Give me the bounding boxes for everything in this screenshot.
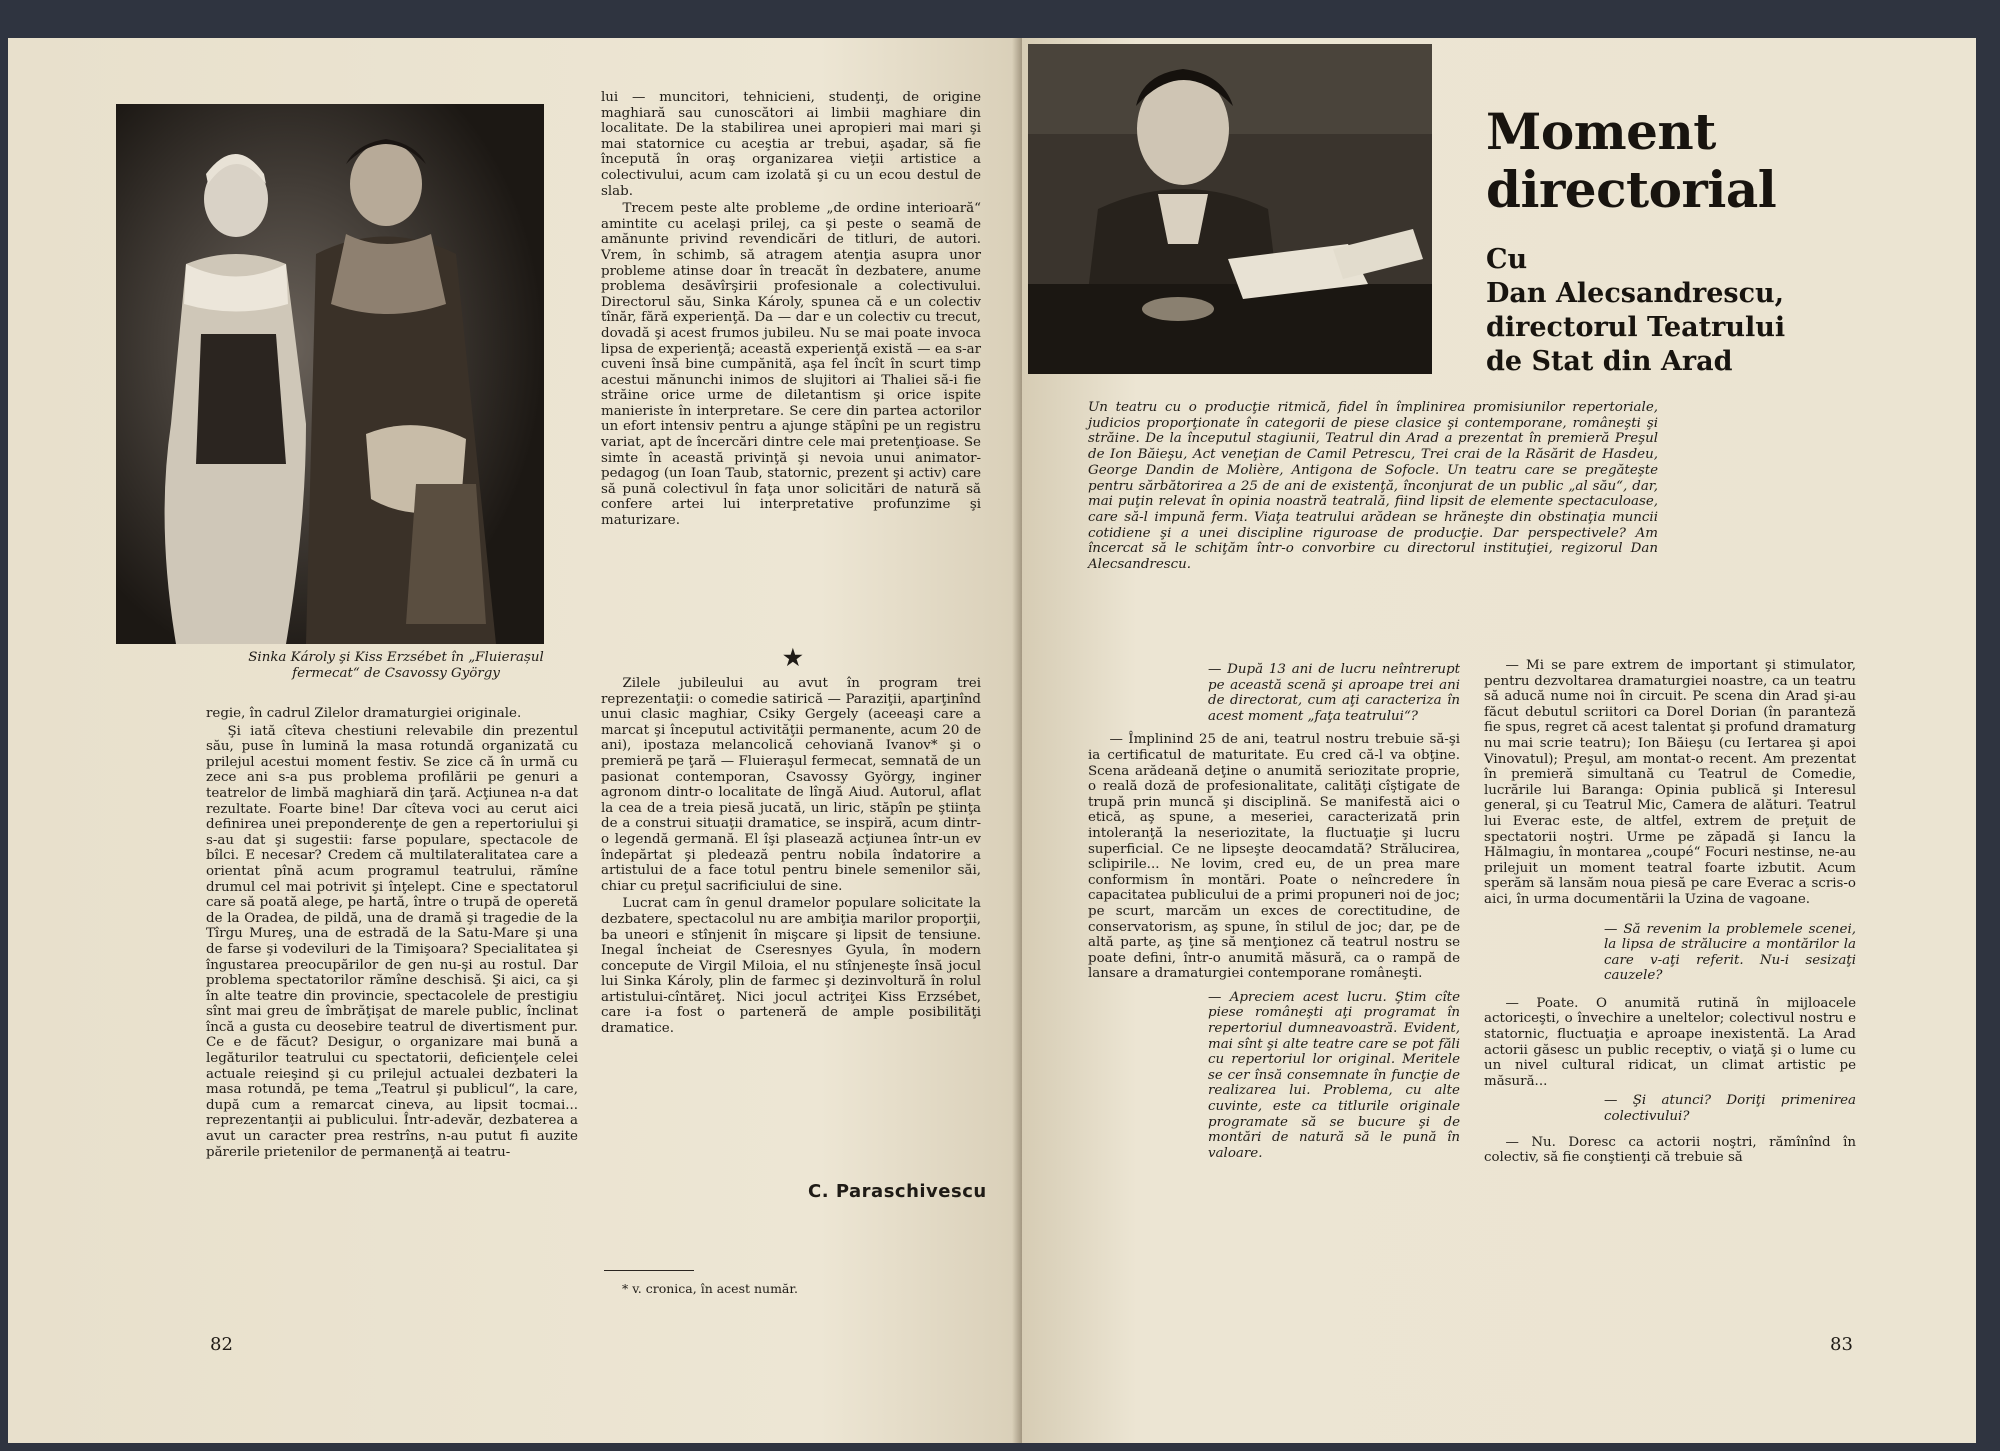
page-number-right: 83 [1830, 1334, 1853, 1355]
left-page [8, 38, 1022, 1443]
theatre-scene-photo [116, 104, 544, 644]
interview-question: — După 13 ani de lucru neîntrerupt pe această scenă şi aproape trei ani de directorat, cum aţi caracteriza în acest moment „faţa teatrului“? [1208, 662, 1460, 724]
section-star: ★ [783, 645, 803, 671]
paragraph: Şi iată cîteva chestiuni relevabile din prezentul său, puse în lumină la masa rotundă organizată cu prilejul acestui moment festiv. Se zice că în urmă cu zece ani s-a pus problema profilării pe genuri a teatrelor de limbă maghiară din ţară. Acţiunea n-a dat rezultate. Foarte bine! Dar cîteva voci au cerut aici definirea unei preponderenţe de gen a repertoriului şi s-au dat şi sugestii: farse populare, spectacole de bîlci. E necesar? Credem că multilateralitatea care a orientat pînă acum programul teatrului, rămîne drumul cel mai potrivit şi înţelept. Cine e spectatorul care să poată alege, pe hartă, între o trupă de operetă de la Oradea, de pildă, una de dramă şi tragedie de la Tîrgu Mureş, una de estradă de la Satu-Mare şi una de farse şi vodeviluri de la Timişoara? Specialitatea şi îngustarea preocupărilor de gen nu-şi au rostul. Dar problema spectatorilor rămîne deschisă. Şi aici, ca şi în alte teatre din provincie, spectacolele de prestigiu sînt mai greu de îmbrăţişat de marele public, înclinat încă a gusta cu deosebire teatrul de divertisment pur. Ce e de făcut? Desigur, o organizare mai bună a legăturilor teatrului cu spectatorii, deficienţele celei actuale reieşind şi cu prilejul actualei dezbateri la masa rotundă, pe tema „Teatrul şi publicul“, la care, după cum a remarcat cineva, au lipsit tocmai... reprezentanţii ai publicului. Într-adevăr, dezbaterea a avut un caracter prea restrîns, n-au putut fi auzite părerile prietenilor de permanenţă ai teatru- [206, 723, 578, 1160]
article-title-line-1: Moment [1486, 102, 1716, 161]
paragraph: lui — muncitori, tehnicieni, studenţi, de origine maghiară sau cunoscători ai limbii maghiare din localitate. De la stabilirea unei apropieri mai mari şi mai statornice cu aceştia ar trebui, aşadar, să fie începută în oraş organizarea vieţii artistice a colectivului, acum cam izolată şi cu un ecou destul de slab. [601, 90, 981, 199]
interview-answer: — Împlinind 25 de ani, teatrul nostru trebuie să-şi ia certificatul de maturitate. Eu cred că-l va obţine. Scena arădeană deţine o anumită seriozitate proprie, o reală doză de profesionalitate, calităţi cîştigate de trupă prin muncă şi disciplină. Se manifestă aici o etică, aş spune, a meseriei, caracterizată prin intoleranţă la neseriozitate, la fluctuaţie şi lucru superficial. Ce ne lipseşte deocamdată? Strălucirea, sclipirile... Ne lovim, cred eu, de un prea mare conformism în montări. Poate o neîncredere în capacitatea publicului de a primi propuneri noi de joc; pe scurt, marcăm un exces de corectitudine, de conservatorism, aş spune, în stilul de joc; dar, pe de altă parte, aş ţine să menţionez că teatrul nostru se poate defini, într-o anumită măsură, ca o rampă de lansare a dramaturgiei contemporane româneşti. [1088, 732, 1460, 982]
right-column-2 [1484, 658, 1856, 1168]
right-column-1 [1088, 658, 1460, 1169]
page-number-left: 82 [210, 1334, 233, 1355]
interview-answer: — Mi se pare extrem de important şi stimulator, pentru dezvoltarea dramaturgiei noastre, ca un teatru să aducă nume noi în circuit. Pe scena din Arad şi-au făcut debutul scriitori ca Dorel Dorian (în paranteză fie spus, regret că acest talentat şi profund dramaturg nu mai scrie teatru); Ion Băieşu (cu Iertarea şi apoi Vinovatul); Preşul, am montat-o recent. Am prezentat în premieră simultană cu Teatrul de Comedie, lucrările lui Baranga: Opinia publică şi Interesul general, şi cu Teatrul Mic, Camera de alături. Teatrul lui Everac este, de altfel, extrem de preţuit de spectatorii noştri. Urme pe zăpadă şi Iancu la Hălmagiu, în montarea „coupé“ Focuri nestinse, ne-au prilejuit un moment teatral foarte izbutit. Acum sperăm să lansăm noua piesă pe care Everac a scris-o aici, în urma documentării la Uzina de vagoane. [1484, 658, 1856, 907]
magazine-spread [8, 38, 1976, 1443]
interview-answer: — Nu. Doresc ca actorii noştri, rămînînd în colectiv, să fie conştienţi că trebuie să [1484, 1134, 1856, 1166]
photo-illustration [116, 104, 544, 644]
article-subtitle-line-2: Dan Alecsandrescu, [1486, 278, 1785, 309]
paragraph: Zilele jubileului au avut în program trei reprezentaţii: o comedie satirică — Paraziţii, aparţinînd unui clasic maghiar, Csiky Gergely (aceeaşi care a marcat şi începutul activităţii permanente, acum 20 de ani), ipostaza melancolică cehoviană Ivanov* şi o premieră pe ţară — Fluieraşul fermecat, semnată de un pasionat contemporan, Csavossy György, inginer agronom dintr-o localitate de lîngă Aiud. Autorul, aflat la cea de a treia piesă jucată, un liric, stăpîn pe ştiinţa de a construi situaţii dramatice, se inspiră, acum dintr-o legendă germană. El îşi plasează acţiunea într-un ev îndepărtat şi pledează pentru nobila îndatorire a artistului de a face totul pentru binele semenilor săi, chiar cu preţul sacrificiului de sine. [601, 676, 981, 894]
paragraph: Trecem peste alte probleme „de ordine interioară“ amintite cu acelaşi prilej, ca şi peste o seamă de amănunte privind revendicări de titluri, de autori. Vrem, în schimb, să atragem atenţia asupra unor probleme atinse doar în treacăt în dezbatere, anume problema desăvîrşirii profesionale a colectivului. Directorul său, Sinka Károly, spunea că e un colectiv tînăr, fără experienţă. Da — dar e un colectiv cu trecut, dovadă şi acest frumos jubileu. Nu se mai poate invoca lipsa de experienţă; această experienţă există — ea s-ar cuveni însă bine cumpănită, aşa fel încît în scurt timp acestui mănunchi inimos de slujitori ai Thaliei să-i fie străine orice urme de diletantism şi orice ispite manieriste în interpretare. Se cere din partea actorilor un efort intensiv pentru a ajunge stăpîni pe un registru variat, apt de încercări dintre cele mai pretenţioase. Se simte în această privinţă şi nevoia unui animator-pedagog (un Ioan Taub, statornic, prezent şi activ) care să pună colectivul în faţa unor solicitări de natură să confere artei lui interpretative profunzime şi maturizare. [601, 201, 981, 529]
photo-caption: Sinka Károly şi Kiss Erzsébet în „Fluierașul fermecat“ de Csavossy György [248, 650, 544, 681]
article-title-line-2: directorial [1486, 160, 1777, 219]
article-subtitle-line-4: de Stat din Arad [1486, 346, 1733, 377]
paragraph: regie, în cadrul Zilelor dramaturgiei originale. [206, 706, 522, 721]
paragraph: Lucrat cam în genul dramelor populare solicitate la dezbatere, spectacolul nu are ambiţia marilor proporţii, ba uneori e stînjenit în mişcare şi lipsit de tensiune. Inegal încheiat de Cseresnyes Gyula, în modern concepute de Virgil Miloia, el nu stînjeneşte însă jocul lui Sinka Károly, plin de farmec şi dezinvoltură în rolul artistului-cîntăreţ. Nici jocul actriţei Kiss Erzsébet, care i-a fost o parteneră de ample posibilităţi dramatice. [601, 896, 981, 1037]
interview-question: — Să revenim la problemele scenei, la lipsa de strălucire a montărilor la care v-aţi referit. Nu-i sesizaţi cauzele? [1604, 921, 1856, 984]
left-column-1 [206, 706, 578, 1162]
footnote-rule [604, 1270, 694, 1271]
footnote: * v. cronica, în acest număr. [622, 1281, 798, 1296]
left-column-2 [601, 90, 981, 531]
article-subtitle-line-1: Cu [1486, 244, 1528, 275]
right-page [1022, 38, 1976, 1443]
interview-question: — Şi atunci? Doriţi primenirea colectivului? [1604, 1093, 1856, 1125]
left-column-2b [601, 676, 981, 1039]
article-intro: Un teatru cu o producţie ritmică, fidel în împlinirea promisiunilor repertoriale, judicios proporţionate în categorii de piese clasice şi contemporane, româneşti şi străine. De la începutul stagiunii, Teatrul din Arad a prezentat în premieră Preşul de Ion Băieşu, Act veneţian de Camil Petrescu, Trei crai de la Răsărit de Hasdeu, George Dandin de Molière, Antigona de Sofocle. Un teatru care se pregăteşte pentru sărbătorirea a 25 de ani de existenţă, înconjurat de un public „al său“, dar, mai puţin relevat în opinia noastră teatrală, fiind lipsit de elemente spectaculoase, care să-l impună ferm. Viaţa teatrului arădean se hrăneşte din obstinaţia muncii cotidiene şi a unei discipline riguroase de producţie. Dar perspectivele? Am încercat să le schiţăm într-o convorbire cu directorul instituţiei, regizorul Dan Alecsandrescu. [1088, 400, 1658, 573]
author-signature: C. Paraschivescu [808, 1181, 987, 1202]
interview-question: — Apreciem acest lucru. Ştim cîte piese româneşti aţi programat în repertoriul dumneavoastră. Evident, mai sînt şi alte teatre care se pot făli cu repertoriul lor original. Meritele se cer însă consemnate în funcţie de realizarea lui. Problema, cu alte cuvinte, este ca titlurile originale programate să se bucure şi de montări de natură să le pună în valoare. [1208, 989, 1460, 1161]
director-portrait-photo [1028, 44, 1432, 374]
interview-answer: — Poate. O anumită rutină în mijloacele actoriceşti, o învechire a uneltelor; colectivul nostru e statornic, fluctuaţia e aproape inexistentă. La Arad actorii găsesc un public receptiv, o viaţă şi o lume cu un nivel cultural ridicat, un climat artistic pe măsură... [1484, 995, 1856, 1089]
article-subtitle-line-3: directorul Teatrului [1486, 312, 1786, 343]
portrait-illustration [1028, 44, 1432, 374]
